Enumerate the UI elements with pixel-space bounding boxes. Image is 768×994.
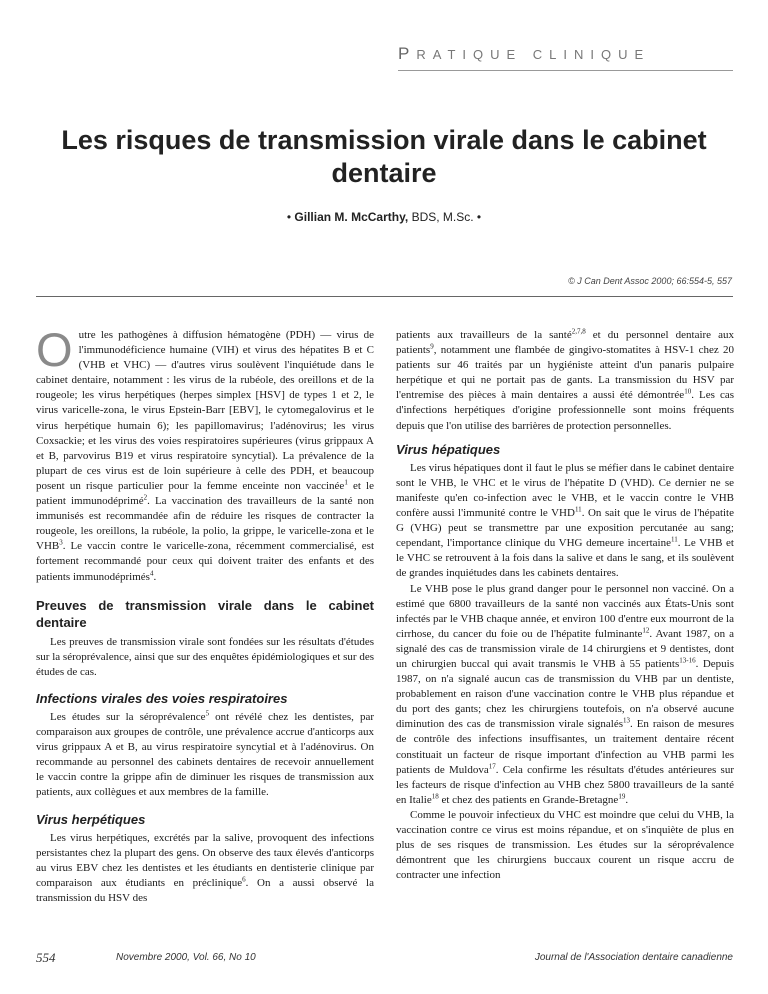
text: ont révélé chez les dentistes, par comparaison aux groupes de contrôle, une prévalence accrue d'anticorps aux virus grippaux A et B, au virus respiratoire syncytial et à l'adénovirus. On recommande au personnel des cabinets dentaires de recevoir annuellement le vaccin contre la grippe afin de diminuer les risques de transmission aux patients, aux collègues et aux membres de la famille. xyxy=(36,710,374,799)
ref[interactable]: 19 xyxy=(618,792,626,801)
author-degrees: BDS, M.Sc. xyxy=(411,210,474,224)
text: . Depuis 1987, on n'a signalé aucun cas de transmission du VHB par un dentiste, probablement en raison d'une vaccination contre le VHB plus répandue et du port des gants; chez les chirurgiens toutefois, on n'a observé aucune diminution des cas de transmission virale signalés xyxy=(396,657,734,731)
text: . Cela confirme les résultats d'études antérieures sur les facteurs de risque d'infection au VHB chez 5800 travailleurs de la santé en Italie xyxy=(396,763,734,806)
right-column xyxy=(396,328,734,883)
intro-paragraph xyxy=(36,323,374,585)
heading-respiratory: Infections virales des voies respiratoires xyxy=(36,690,288,706)
ref[interactable]: 10 xyxy=(684,387,692,396)
text: Les virus hépatiques dont il faut le plus se méfier dans le cabinet dentaire sont le VHB, le VHC et le virus de l'hépatite D (VHD). Ce dernier ne se manifeste qu'en co-infection avec le VHB, et le vaccin contre le VHB confère aussi l'immunité contre le VHD xyxy=(396,461,734,520)
text: . En raison de mesures de contrôle des infections insuffisantes, un traitement dentaire récent constituait un facteur de risque important d'infection au VHB parmi les patients de Muldova xyxy=(396,718,734,776)
issue-info: Novembre 2000, Vol. 66, No 10 xyxy=(116,952,256,963)
author-name: Gillian M. McCarthy, xyxy=(294,210,409,224)
text: Les virus herpétiques, excrétés par la salive, provoquent des infections persistantes chez la plupart des gens. On observe des taux élevés d'anticorps au virus EBV chez les dentistes et les étudiants en dentisterie clinique par comparaison aux étudiants en préclinique xyxy=(36,831,374,889)
text: et du personnel dentaire aux patients xyxy=(396,329,735,357)
ref[interactable]: 18 xyxy=(431,792,439,801)
author-bullet-left: • xyxy=(286,210,292,224)
drop-cap: O xyxy=(36,323,73,376)
ref[interactable]: 13 xyxy=(623,716,631,725)
text: . Avant 1987, on a signalé des cas de transmission virale de 14 chirurgiens et 9 dentistes, dont un chirurgien buccal qui avait transmis le VHB à 55 patients xyxy=(396,627,734,670)
text: . Le VHB et le VHC se retrouvent à la fois dans la salive et dans le sang, et ils soulèvent de grandes inquiétudes dans les cabinets dentaires. xyxy=(396,537,734,580)
ref[interactable]: 3 xyxy=(59,538,63,547)
ref[interactable]: 11 xyxy=(574,505,582,514)
text: . On a aussi observé la transmission du HSV des xyxy=(36,876,374,904)
header-divider xyxy=(36,296,733,297)
heading-herpes: Virus herpétiques xyxy=(36,811,146,827)
text: . Les cas d'infections herpétiques d'origine professionnelle sont moins fréquents depuis que l'on utilise des barrières de protection personnelles. xyxy=(396,389,734,432)
ref[interactable]: 12 xyxy=(642,626,650,635)
hepatitis-paragraph-1 xyxy=(396,461,734,582)
text: . xyxy=(153,570,157,583)
herpes-paragraph xyxy=(36,831,374,906)
ref[interactable]: 2 xyxy=(143,493,148,502)
citation: © J Can Dent Assoc 2000; 66:554-5, 557 xyxy=(568,276,732,286)
ref[interactable]: 1 xyxy=(344,478,348,487)
text: . On sait que le virus de l'hépatite G (VHG) peut se transmettre par une exposition percutanée au sang; cependant, l'importance clinique du VHG demeure incertaine xyxy=(396,507,734,550)
text: . La vaccination des travailleurs de la santé non immunisés est recommandée afin de réduire les risques de contracter la rougeole, les oreillons, la rubéole, la polio, la grippe, le varicelle-zona et le VHB xyxy=(36,495,374,553)
text: et le patient immunodéprimé xyxy=(36,479,374,508)
ref[interactable]: 11 xyxy=(671,535,678,544)
header-rule xyxy=(398,70,733,71)
ref[interactable]: 5 xyxy=(205,709,210,718)
text: et chez des patients en Grande-Bretagne xyxy=(438,793,619,806)
text: . xyxy=(625,793,629,806)
ref[interactable]: 17 xyxy=(488,761,496,770)
text: utre les pathogènes à diffusion hématogène (PDH) — virus de l'immunodéficience humaine (VIH) et virus des hépatites B et C (VHB et VHC) — d'autres virus soulèvent l'inquiétude dans le cabinet dentaire, notamment : les virus de la rubéole, des oreillons et de la rougeole; les virus herpétiques (herpes simplex [HSV] de types 1 et 2, le virus varicelle-zona, le virus Epstein-Barr [EBV], le cytomegalovirus et le virus herpétique humain 6); les papillomavirus; l'adénovirus; les virus Coxsackie; et les virus des voies respiratoires supérieures (virus grippaux A et B, parvovirus B19 et virus respiratoire syncytial). La prévalence de la plupart de ces virus est de loin supérieure à celle des PDH, et beaucoup posent un risque particulier pour la femme enceinte non vaccinée xyxy=(36,329,374,492)
author-line xyxy=(60,210,708,224)
respiratory-paragraph xyxy=(36,710,374,801)
herpes-continued xyxy=(396,328,734,434)
section-label-initial: P xyxy=(398,44,417,63)
ref[interactable]: 6 xyxy=(242,875,246,884)
section-label-rest: RATIQUE CLINIQUE xyxy=(416,47,651,62)
heading-preuves: Preuves de transmission virale dans le cabinet dentaire xyxy=(36,597,374,630)
text: , notamment une flambée de gingivo-stomatites à HSV-1 chez 20 patients sur 46 traités par un hygiéniste atteint d'un panaris pulpaire herpétique et qui ne portait pas de gants. La transmission du HSV par l'entremise des pièces à main dentaires a aussi été démontrée xyxy=(396,344,734,402)
text: Les études sur la séroprévalence xyxy=(50,710,206,723)
text: . Le vaccin contre le varicelle-zona, récemment commercialisé, est fortement recommandé pour ceux qui doivent traiter des enfants et des patients immunodéprimés xyxy=(36,540,374,583)
left-column xyxy=(36,323,374,906)
section-label xyxy=(398,44,728,64)
author-bullet-right: • xyxy=(476,210,482,224)
page-number: 554 xyxy=(36,950,56,965)
text: Le VHB pose le plus grand danger pour le personnel non vacciné. On a estimé que 6800 travailleurs de la santé non vaccinés aux États-Unis sont infectés par le VHB chaque année, et environ 100 d'entre eux mourront de la cirrhose, du cancer du foie ou de l'hépatite fulminante xyxy=(396,582,734,640)
ref[interactable]: 2,7,8 xyxy=(571,327,586,336)
page-footer xyxy=(36,952,733,968)
ref[interactable]: 13-16 xyxy=(679,656,696,665)
journal-name: Journal de l'Association dentaire canadienne xyxy=(534,952,733,963)
heading-hepatitis: Virus hépatiques xyxy=(396,441,501,457)
hepatitis-paragraph-2 xyxy=(396,582,734,808)
hepatitis-paragraph-3: Comme le pouvoir infectieux du VHC est moindre que celui du VHB, la vaccination contre ce virus est moins répandue, et on s'inquiète de plus en plus de ses risques de transmission. Les études sur la séroprévalence démontrent que les chirurgiens buccaux courent un risque accru de contracter une infection xyxy=(396,808,734,882)
text: patients aux travailleurs de la santé xyxy=(396,329,572,341)
ref[interactable]: 4 xyxy=(149,568,154,577)
preuves-paragraph: Les preuves de transmission virale sont fondées sur les résultats d'études sur la séroprévalence, ainsi que sur des enquêtes épidémiologiques et sur des études de cas. xyxy=(36,635,374,678)
ref[interactable]: 9 xyxy=(430,342,434,351)
article-title: Les risques de transmission virale dans le cabinet dentaire xyxy=(61,125,707,188)
